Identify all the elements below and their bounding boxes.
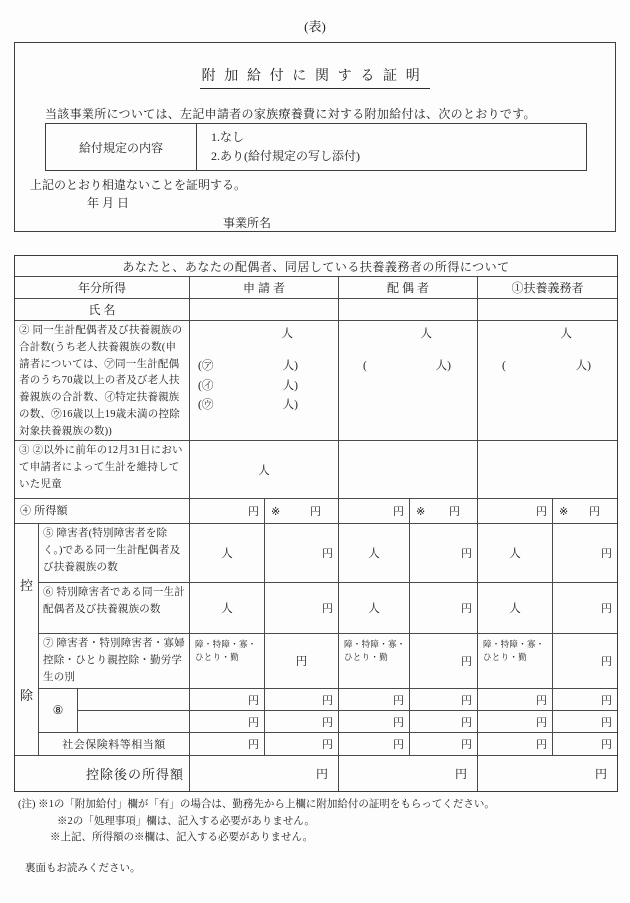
certificate-title: 附加給付に関する証明 [200,65,431,89]
header-year-income: 年分所得 [15,277,190,299]
header-dependent: ①扶養義務者 [478,277,617,299]
after-deduction-spouse[interactable] [339,756,478,791]
unit-yen: 円 [248,716,259,729]
name-field-applicant[interactable] [190,299,339,321]
after-deduction-applicant[interactable] [190,756,339,791]
unit-yen: 円 [322,716,333,729]
unit-yen: 円 [589,506,600,518]
row6-applicant-amount[interactable] [265,583,339,634]
certificate-intro: 当該事業所については、左記申請者の家族療養費に対する附加給付は、次のとおりです。 [45,107,536,121]
row4-label: ④ 所得額 [15,499,190,524]
income-table [14,255,618,792]
unit-yen: 円 [601,694,612,707]
unit-yen: 円 [295,656,308,668]
row3-label: ③ ②以外に前年の12月31日において申請者によって生計を維持していた児童 [15,441,190,499]
unit-yen: 円 [601,656,612,668]
unit-yen: 円 [536,506,547,518]
row5-spouse-amount[interactable] [410,524,478,583]
note-mark: ※ [559,505,569,518]
row5-label: ⑤ 障害者(特別障害者を除く。)である同一生計配偶者及び扶養親族の数 [39,524,190,583]
unit-yen: 円 [322,694,333,707]
after-deduction-label: 控除後の所得額 [15,756,190,791]
footnote-1: (注) ※1の「附加給付」欄が「有」の場合は、勤務先から上欄に附加給付の証明をもらってください。 [18,799,495,810]
row6-label: ⑥ 特別障害者である同一生計配偶者及び扶養親族の数 [39,583,190,634]
certificate-title-wrap [15,65,615,89]
unit-yen: 円 [322,603,333,615]
note-mark: ※ [416,505,426,518]
unit-person: 人 [509,548,521,560]
unit-yen: 円 [594,767,607,781]
name-field-dependent[interactable] [478,299,617,321]
unit-yen: 円 [454,767,467,781]
unit-person: 人 [221,548,233,560]
unit-yen: 円 [601,716,612,729]
row8a-dependent-amount[interactable] [553,689,617,711]
unit-person: 人 [420,328,432,340]
unit-yen: 円 [461,603,472,615]
row6-applicant-count[interactable] [190,583,265,634]
unit-yen: 円 [461,739,472,751]
row5-spouse-count[interactable] [339,524,410,583]
name-field-spouse[interactable] [339,299,478,321]
unit-yen: 円 [449,506,460,518]
row8b-dependent-amount[interactable] [553,711,617,733]
social-applicant-amount[interactable] [265,733,339,756]
unit-yen: 円 [536,716,547,729]
header-spouse: 配 偶 者 [339,277,478,299]
social-dependent-amount[interactable] [553,733,617,756]
row6-dependent-count[interactable] [478,583,553,634]
row6-dependent-amount[interactable] [553,583,617,634]
footnotes [0,797,630,877]
unit-person: 人 [258,464,270,477]
row8a-type-field[interactable] [78,689,190,711]
social-insurance-label: 社会保険料等相当額 [39,733,190,756]
row4-dependent-amount[interactable] [478,499,553,524]
unit-yen: 円 [322,739,333,751]
income-table-caption: あなたと、あなたの配偶者、同居している扶養義務者の所得について [15,256,617,277]
row3-cell-dependent[interactable] [478,441,617,499]
social-dependent-count-amount[interactable] [478,733,553,756]
unit-yen: 円 [461,716,472,729]
row2-sub-i[interactable]: (㋑ 人) [198,379,298,392]
benefit-provision-options [197,124,586,170]
row2-sub-a[interactable]: (㋐ 人) [198,360,298,372]
unit-yen: 円 [601,603,612,615]
page-side-label: (表) [304,19,326,34]
unit-yen: 円 [310,506,321,518]
social-spouse-amount[interactable] [410,733,478,756]
unit-person: 人 [368,603,380,615]
unit-person: 人 [368,548,380,560]
row2-cell-applicant[interactable] [190,321,339,441]
row8-label: ⑧ [39,689,78,733]
row8b-applicant-count-amount[interactable] [190,711,265,733]
note-mark: ※ [271,505,281,518]
row2-sub-u[interactable]: (㋒ 人) [198,399,298,411]
unit-yen: 円 [393,716,404,729]
row7-label: ⑦ 障害者・特別障害者・寡婦控除・ひとり親控除・勤労学生の別 [39,634,190,689]
row8a-spouse-amount[interactable] [410,689,478,711]
unit-yen: 円 [393,739,404,751]
row5-applicant-count[interactable] [190,524,265,583]
benefit-provision-table [45,123,587,171]
social-spouse-count-amount[interactable] [339,733,410,756]
row8b-applicant-amount[interactable] [265,711,339,733]
footnote-3: ※上記、所得額の※欄は、記入する必要がありません。 [50,832,314,843]
row7-spouse-kind[interactable]: 障・特障・寡・ひとり・勤 [339,634,410,689]
row5-applicant-amount[interactable] [265,524,339,583]
row8a-applicant-count-amount[interactable] [190,689,265,711]
social-applicant-count-amount[interactable] [190,733,265,756]
row5-dependent-amount[interactable] [553,524,617,583]
unit-yen: 円 [461,656,472,668]
unit-yen: 円 [461,694,472,707]
benefit-option-none[interactable]: 1.なし [211,130,245,144]
unit-yen: 円 [248,739,259,751]
row7-applicant-kind[interactable]: 障・特障・寡・ひとり・勤 [190,634,265,689]
certificate-box [14,42,616,232]
unit-person: 人 [281,328,293,340]
row4-spouse-note-amount[interactable] [410,499,478,524]
row4-dependent-note-amount[interactable] [553,499,617,524]
unit-yen: 円 [536,739,547,751]
office-name-label[interactable]: 事業所名 [223,216,272,230]
row8a-spouse-count-amount[interactable] [339,689,410,711]
unit-yen: 円 [393,694,404,707]
benefit-option-exists[interactable]: 2.あり(給付規定の写し添付) [211,149,360,163]
row2-cell-spouse[interactable] [339,321,478,441]
unit-yen: 円 [322,548,333,560]
row2-sub-spouse[interactable]: ( 人) [363,360,451,372]
back-side-note: 裏面もお読みください。 [25,862,141,874]
row8b-spouse-count-amount[interactable] [339,711,410,733]
row4-applicant-note-amount[interactable] [265,499,339,524]
attestation-text: 上記のとおり相違ないことを証明する。 [30,178,247,192]
row7-spouse-amount[interactable] [410,634,478,689]
unit-yen: 円 [536,694,547,707]
footnote-2: ※2の「処理事項」欄は、記入する必要がありません。 [57,815,315,827]
unit-yen: 円 [248,694,259,707]
row2-cell-dependent[interactable] [478,321,617,441]
unit-yen: 円 [461,548,472,560]
header-applicant: 申 請 者 [190,277,339,299]
benefit-provision-label: 給付規定の内容 [46,124,197,170]
unit-person: 人 [221,603,233,615]
row7-dependent-kind[interactable]: 障・特障・寡・ひとり・勤 [478,634,553,689]
date-line[interactable]: 年 月 日 [87,196,130,210]
row7-applicant-amount[interactable] [265,634,339,689]
row8a-applicant-amount[interactable] [265,689,339,711]
deduction-section-label: 控 除 [15,524,39,756]
unit-yen: 円 [315,767,328,781]
row6-spouse-amount[interactable] [410,583,478,634]
row8b-dependent-count-amount[interactable] [478,711,553,733]
unit-person: 人 [509,603,521,615]
row8b-type-field[interactable] [78,711,190,733]
row8a-dependent-count-amount[interactable] [478,689,553,711]
row6-spouse-count[interactable] [339,583,410,634]
footnote-prefix: (注) [18,799,36,810]
after-deduction-dependent[interactable] [478,756,617,791]
unit-yen: 円 [601,548,612,560]
row7-dependent-amount[interactable] [553,634,617,689]
row8b-spouse-amount[interactable] [410,711,478,733]
row4-spouse-amount[interactable] [339,499,410,524]
row2-label: ② 同一生計配偶者及び扶養親族の合計数(うち老人扶養親族の数(申請者については、㋐同一生計配偶者のうち70歳以上の者及び老人扶養親族の合計数、㋑特定扶養親族の数、㋒16歳以上19歳未満の控除対象扶養親族の数)) [15,321,190,441]
row4-applicant-amount[interactable] [190,499,265,524]
row3-cell-applicant[interactable] [190,441,339,499]
name-row-label: 氏 名 [15,299,190,321]
row2-sub-dependent[interactable]: ( 人) [502,360,591,372]
unit-yen: 円 [601,739,612,751]
unit-yen: 円 [393,506,404,518]
unit-yen: 円 [248,506,259,518]
row3-cell-spouse[interactable] [339,441,478,499]
row5-dependent-count[interactable] [478,524,553,583]
unit-person: 人 [560,328,572,340]
